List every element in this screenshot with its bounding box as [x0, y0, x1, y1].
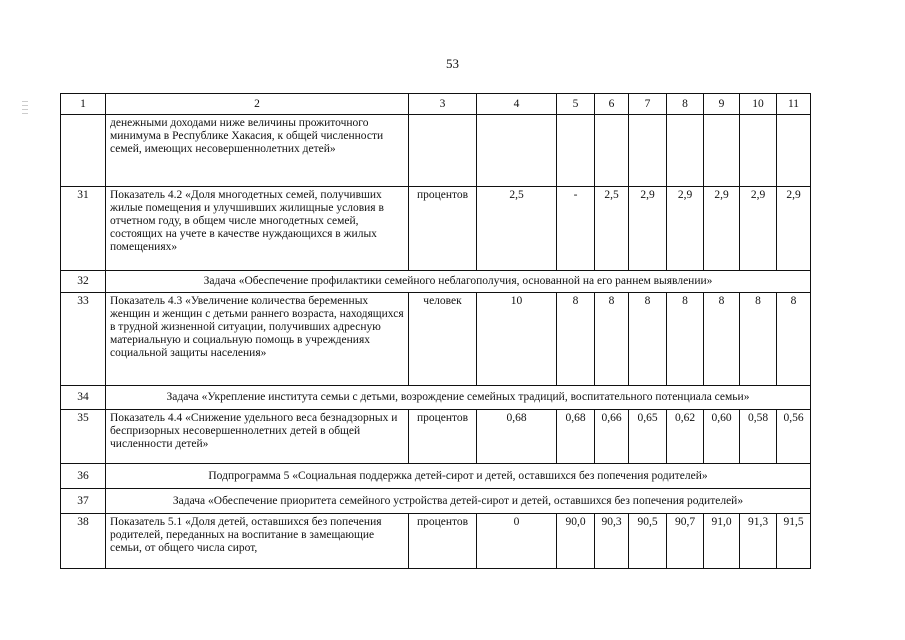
task-title: Задача «Обеспечение профилактики семейного неблагополучия, основанной на его раннем выявлении» [106, 271, 811, 293]
value-cell: 2,5 [477, 187, 557, 271]
value-cell: 91,5 [777, 514, 811, 569]
value-cell: 10 [477, 293, 557, 386]
task-row [61, 386, 811, 410]
value-cell [740, 115, 777, 187]
value-cell: 90,7 [667, 514, 704, 569]
value-cell: 0,60 [704, 410, 740, 464]
unit-cell: процентов [409, 187, 477, 271]
value-cell [557, 115, 595, 187]
value-cell: 2,9 [740, 187, 777, 271]
value-cell [667, 115, 704, 187]
table-body [61, 94, 811, 569]
column-header: 5 [557, 94, 595, 115]
unit-cell: человек [409, 293, 477, 386]
value-cell: 2,9 [777, 187, 811, 271]
value-cell [629, 115, 667, 187]
unit-cell: процентов [409, 514, 477, 569]
task-row [61, 464, 811, 489]
value-cell: 2,9 [667, 187, 704, 271]
indicators-table [60, 93, 811, 569]
value-cell: 91,0 [704, 514, 740, 569]
column-header: 1 [61, 94, 106, 115]
row-number: 36 [61, 464, 106, 489]
row-number: 37 [61, 489, 106, 514]
column-header: 9 [704, 94, 740, 115]
column-header: 10 [740, 94, 777, 115]
task-title: Подпрограмма 5 «Социальная поддержка детей-сирот и детей, оставшихся без попечения родителей» [106, 464, 811, 489]
value-cell: 0,66 [595, 410, 629, 464]
column-header: 11 [777, 94, 811, 115]
page-number: 53 [446, 56, 459, 71]
row-number: 31 [61, 187, 106, 271]
value-cell: 2,5 [595, 187, 629, 271]
value-cell: 91,3 [740, 514, 777, 569]
value-cell: 8 [704, 293, 740, 386]
column-header: 7 [629, 94, 667, 115]
column-header: 4 [477, 94, 557, 115]
indicator-row [61, 514, 811, 569]
value-cell: 0,68 [477, 410, 557, 464]
value-cell: 90,5 [629, 514, 667, 569]
value-cell: 0,58 [740, 410, 777, 464]
value-cell: 2,9 [629, 187, 667, 271]
value-cell: 8 [629, 293, 667, 386]
row-number: 38 [61, 514, 106, 569]
value-cell: 0,62 [667, 410, 704, 464]
value-cell: 90,3 [595, 514, 629, 569]
indicator-row [61, 187, 811, 271]
value-cell [477, 115, 557, 187]
value-cell: - [557, 187, 595, 271]
column-header: 6 [595, 94, 629, 115]
scan-edge-marks [22, 98, 30, 118]
row-number: 32 [61, 271, 106, 293]
indicator-name: Показатель 4.2 «Доля многодетных семей, получивших жилые помещения и улучшивших жилищные условия в отчетном году, в общем числе многодетных семей, состоящих на учете в качестве нуждающихся в жилых помещениях» [106, 187, 409, 271]
indicator-row [61, 115, 811, 187]
column-header: 8 [667, 94, 704, 115]
header-row [61, 94, 811, 115]
unit-cell: процентов [409, 410, 477, 464]
value-cell: 0,68 [557, 410, 595, 464]
row-number: 33 [61, 293, 106, 386]
row-number [61, 115, 106, 187]
task-title: Задача «Укрепление института семьи с детьми, возрождение семейных традиций, воспитательного потенциала семьи» [106, 386, 811, 410]
value-cell [595, 115, 629, 187]
indicator-name: Показатель 4.3 «Увеличение количества беременных женщин и женщин с детьми раннего возраста, находящихся в трудной жизненной ситуации, получивших адресную материальную и социальную помощь в учреждениях социальной защиты населения» [106, 293, 409, 386]
value-cell: 0,56 [777, 410, 811, 464]
task-title: Задача «Обеспечение приоритета семейного устройства детей-сирот и детей, оставшихся без попечения родителей» [106, 489, 811, 514]
value-cell [777, 115, 811, 187]
task-row [61, 489, 811, 514]
task-row [61, 271, 811, 293]
value-cell: 8 [740, 293, 777, 386]
value-cell: 8 [595, 293, 629, 386]
value-cell: 0 [477, 514, 557, 569]
indicator-row [61, 293, 811, 386]
value-cell: 2,9 [704, 187, 740, 271]
unit-cell [409, 115, 477, 187]
row-number: 34 [61, 386, 106, 410]
indicator-name: Показатель 4.4 «Снижение удельного веса безнадзорных и беспризорных несовершеннолетних детей в общей численности детей» [106, 410, 409, 464]
value-cell: 8 [667, 293, 704, 386]
row-number: 35 [61, 410, 106, 464]
value-cell: 90,0 [557, 514, 595, 569]
column-header: 2 [106, 94, 409, 115]
value-cell: 0,65 [629, 410, 667, 464]
value-cell: 8 [777, 293, 811, 386]
indicator-row [61, 410, 811, 464]
value-cell [704, 115, 740, 187]
column-header: 3 [409, 94, 477, 115]
indicator-name: Показатель 5.1 «Доля детей, оставшихся без попечения родителей, переданных на воспитание в замещающие семьи, от общего числа сирот, [106, 514, 409, 569]
indicator-name: денежными доходами ниже величины прожиточного минимума в Республике Хакасия, к общей численности семей, имеющих несовершеннолетних детей» [106, 115, 409, 187]
value-cell: 8 [557, 293, 595, 386]
